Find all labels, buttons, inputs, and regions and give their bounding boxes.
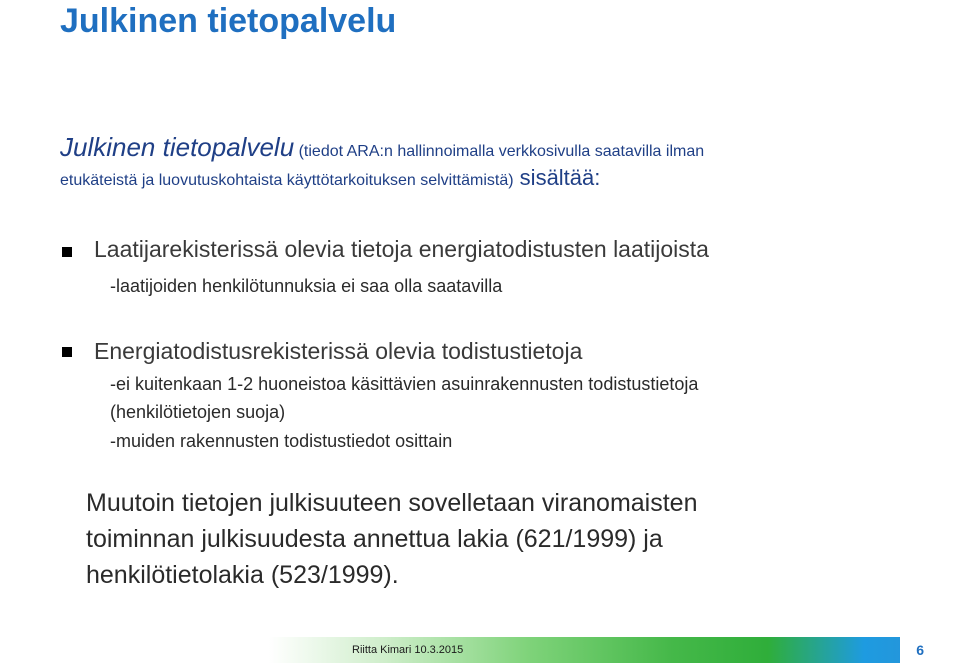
paragraph-line: Muutoin tietojen julkisuuteen sovelletaan viranomaisten [86, 489, 698, 517]
intro-text [60, 132, 920, 192]
bullet-subline: -laatijoiden henkilötunnuksia ei saa olla saatavilla [110, 276, 503, 296]
slide-title: Julkinen tietopalvelu [60, 2, 397, 40]
paragraph-line: toiminnan julkisuudesta annettua lakia (621/1999) ja [86, 525, 663, 553]
footer-page-area [900, 637, 960, 663]
bullet-subline: (henkilötietojen suoja) [110, 402, 286, 422]
paragraph-line: henkilötietolakia (523/1999). [86, 561, 399, 589]
intro-tail: sisältää: [513, 165, 601, 191]
bullet-subline: -ei kuitenkaan 1-2 huoneistoa käsittävien asuinrakennusten todistustietoja [110, 374, 699, 394]
bullet-heading: Laatijarekisterissä olevia tietoja energiatodistusten laatijoista [94, 236, 709, 262]
intro-line-1 [60, 132, 920, 163]
footer-gradient-bar [0, 637, 960, 663]
bullet-subline: -muiden rakennusten todistustiedot osittain [110, 431, 453, 451]
closing-paragraph [86, 485, 936, 593]
intro-line-2 [60, 165, 920, 191]
footer-author-date: Riitta Kimari 10.3.2015 [352, 644, 464, 656]
page-number: 6 [916, 642, 924, 658]
intro-lead: Julkinen tietopalvelu [60, 132, 295, 162]
intro-parenthetical-1: (tiedot ARA:n hallinnoimalla verkkosivulla saatavilla ilman [294, 143, 705, 160]
square-bullet-icon [62, 347, 72, 357]
square-bullet-icon [62, 247, 72, 257]
intro-parenthetical-2: etukäteistä ja luovutuskohtaista käyttötarkoituksen selvittämistä) [60, 172, 514, 190]
slide-footer [0, 637, 960, 663]
bullet-heading: Energiatodistusrekisterissä olevia todistustietoja [94, 338, 583, 364]
